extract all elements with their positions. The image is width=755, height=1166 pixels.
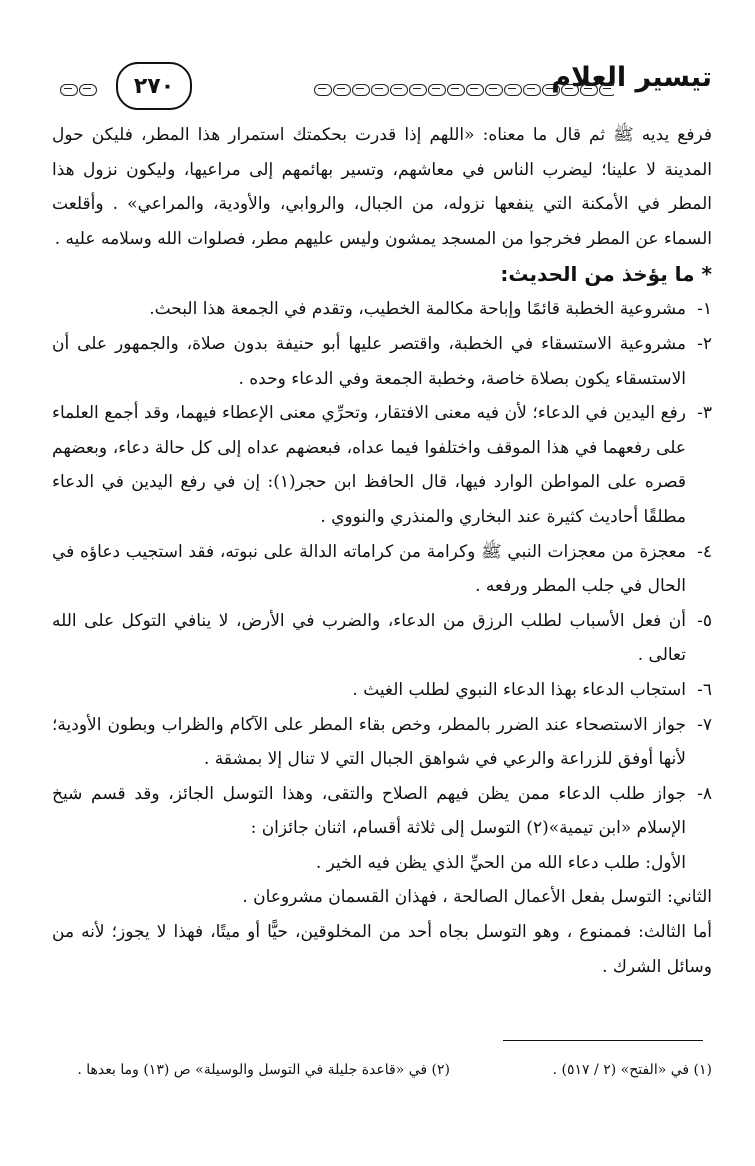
ornament-icon xyxy=(390,84,408,96)
ornament-icon xyxy=(371,84,389,96)
item-number: ٨- xyxy=(697,783,712,804)
page-header xyxy=(52,60,712,120)
ornament-icon xyxy=(447,84,465,96)
item-text: معجزة من معجزات النبي ﷺ وكرامة من كراماته الدالة على نبوته، فقد استجيب دعاؤه في الحال في جلب المطر ورفعه . xyxy=(52,541,686,597)
list-item xyxy=(52,535,712,604)
item-number: ٢- xyxy=(697,333,712,354)
sub-item-second: الثاني: التوسل بفعل الأعمال الصالحة ، فهذان القسمان مشروعان . xyxy=(242,887,712,908)
ornament-icon xyxy=(79,84,97,96)
list-item xyxy=(52,708,712,777)
ornament-icon xyxy=(409,84,427,96)
footnotes xyxy=(52,1062,712,1092)
header-ornament-band xyxy=(314,82,614,98)
item-text: جواز الاستصحاء عند الضرر بالمطر، وخص بقاء المطر على الآكام والظراب وبطون الأودية؛ لأنها أوفق للزراعة والرعي في شواهق الجبال التي لا تنال إلا بمشقة . xyxy=(52,714,686,770)
item-text: استجاب الدعاء بهذا الدعاء النبوي لطلب الغيث . xyxy=(352,679,686,700)
item-text: مشروعية الخطبة قائمًا وإباحة مكالمة الخطيب، وتقدم في الجمعة هذا البحث. xyxy=(149,299,686,320)
footnote-divider xyxy=(503,1040,703,1041)
page-body xyxy=(52,118,712,984)
sub-item-third: أما الثالث: فممنوع ، وهو التوسل بجاه أحد من المخلوقين، حيًّا أو ميتًا، فهذا لا يجوز؛ لأنه من وسائل الشرك . xyxy=(52,922,712,977)
item-number: ١- xyxy=(697,299,712,320)
item-number: ٧- xyxy=(697,714,712,735)
benefits-list xyxy=(52,292,712,846)
item-number: ٣- xyxy=(697,403,712,424)
item-number: ٥- xyxy=(697,610,712,631)
item-text: أن فعل الأسباب لطلب الرزق من الدعاء، والضرب في الأرض، لا ينافي التوكل على الله تعالى . xyxy=(52,610,686,666)
footnote-2: (٢) في «قاعدة جليلة في التوسل والوسيلة» ص (١٣) وما بعدها . xyxy=(77,1062,450,1078)
ornament-icon xyxy=(352,84,370,96)
list-item xyxy=(52,396,712,534)
header-ornament-small xyxy=(60,82,100,98)
section-heading: * ما يؤخذ من الحديث: xyxy=(500,262,712,287)
list-item xyxy=(52,604,712,673)
list-item xyxy=(52,292,712,327)
ornament-icon xyxy=(428,84,446,96)
ornament-icon xyxy=(542,84,560,96)
intro-paragraph: فرفع يديه ﷺ ثم قال ما معناه: «اللهم إذا قدرت بحكمتك استمرار هذا المطر، فليكن حول المدينة لا علينا؛ ليضرب الناس في معاشهم، وتسير بهائمهم إلى مراعيها، وليكون نزول هذا المطر في الأمكنة التي ينفعها نزوله، من الجبال، والروابي، والأودية، والمراعي» . وأقلعت السماء عن المطر فخرجوا من المسجد يمشون وليس عليهم مطر، فصلوات الله وسلامه عليه . xyxy=(52,125,712,249)
page-number: ٢٧٠ xyxy=(116,62,192,110)
list-item xyxy=(52,777,712,846)
item-text: جواز طلب الدعاء ممن يظن فيهم الصلاح والتقى، وهذا التوسل الجائز، وقد قسم شيخ الإسلام «ابن تيمية»(٢) التوسل إلى ثلاثة أقسام، اثنان جائزان : xyxy=(52,783,686,839)
item-text: رفع اليدين في الدعاء؛ لأن فيه معنى الافتقار، وتحرِّي معنى الإعطاء فيهما، وقد أجمع العلماء على رفعهما في هذا الموقف واختلفوا فيما عداه، فبعضهم عداه إلى كل حالة دعاء، وبعضهم قصره على المواطن الوارد فيها، قال الحافظ ابن حجر(١): إن في رفع اليدين في الدعاء مطلقًا أحاديث كثيرة عند البخاري والمنذري والنووي . xyxy=(52,403,686,527)
ornament-icon xyxy=(333,84,351,96)
book-title: تيسير العلام xyxy=(551,62,712,93)
sub-item-first: الأول: طلب دعاء الله من الحيِّ الذي يظن فيه الخير . xyxy=(315,852,686,873)
ornament-icon xyxy=(314,84,332,96)
item-number: ٦- xyxy=(697,679,712,700)
list-item xyxy=(52,327,712,396)
item-number: ٤- xyxy=(697,541,712,562)
ornament-icon xyxy=(504,84,522,96)
footnote-1: (١) في «الفتح» (٢ / ٥١٧) . xyxy=(552,1062,712,1078)
ornament-icon xyxy=(561,84,579,96)
list-item xyxy=(52,673,712,708)
ornament-icon xyxy=(599,84,614,96)
ornament-icon xyxy=(523,84,541,96)
ornament-icon xyxy=(466,84,484,96)
ornament-icon xyxy=(580,84,598,96)
ornament-icon xyxy=(485,84,503,96)
item-text: مشروعية الاستسقاء في الخطبة، واقتصر عليها أبو حنيفة بدون صلاة، والجمهور على أن الاستسقاء يكون بصلاة خاصة، وخطبة الجمعة وفي الدعاء وحده . xyxy=(52,333,686,389)
ornament-icon xyxy=(60,84,78,96)
